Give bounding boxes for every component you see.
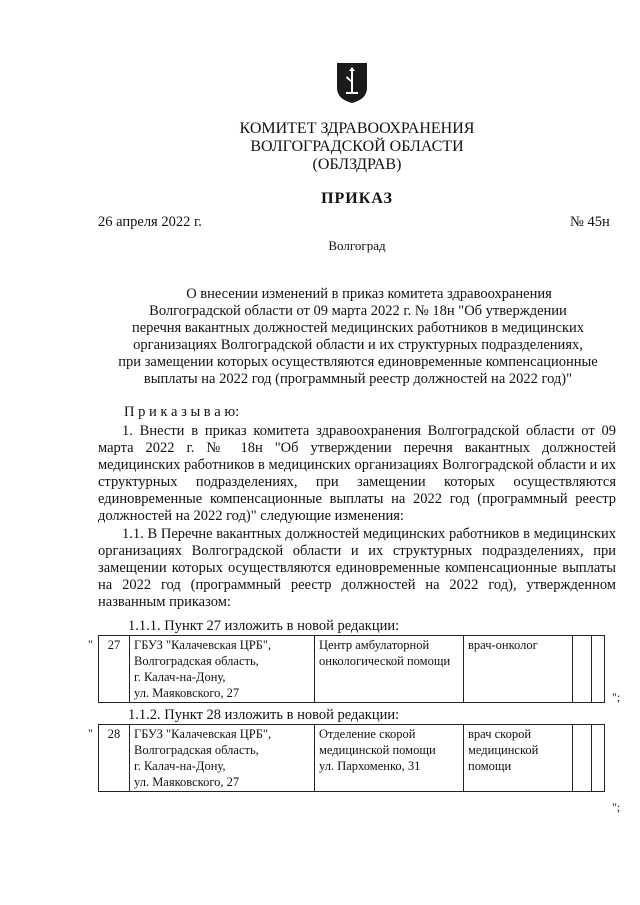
- dept-line: ул. Пархоменко, 31: [319, 759, 421, 773]
- order-date: 26 апреля 2022 г.: [98, 214, 202, 230]
- coat-of-arms-icon: [336, 62, 368, 104]
- org-line: г. Калач-на-Дону,: [134, 670, 226, 684]
- paragraph-1-1-1: 1.1.1. Пункт 27 изложить в новой редакции:: [128, 618, 400, 634]
- open-quote: ": [88, 725, 93, 740]
- cell-organization: [130, 636, 315, 703]
- org-line: Волгоградская область,: [134, 743, 259, 757]
- org-line: ул. Маяковского, 27: [134, 775, 240, 789]
- cell-organization: [130, 725, 315, 792]
- cell-number: 27: [99, 636, 130, 703]
- dept-line: онкологической помощи: [319, 654, 451, 668]
- table-row: [88, 725, 605, 792]
- position-line: помощи: [468, 759, 512, 773]
- open-quote: ": [88, 636, 93, 651]
- cell-department: [315, 725, 464, 792]
- cell-number: 28: [99, 725, 130, 792]
- paragraph-1: 1. Внести в приказ комитета здравоохранения Волгоградской области от 09 марта 2022 г. № 18н "Об утверждении перечня вакантных должностей медицинских работников в медицинских организациях Волгоградской области и их структурных подразделениях, при замещении которых осуществляются единовременные компенсационные выплаты на 2022 год (программный реестр должностей на 2022 год)" следующие изменения:: [98, 423, 616, 524]
- dept-line: Отделение скорой: [319, 727, 416, 741]
- org-line: ГБУЗ "Калачевская ЦРБ",: [134, 727, 272, 741]
- paragraph-1-1-2: 1.1.2. Пункт 28 изложить в новой редакции:: [128, 707, 400, 723]
- subject-line: Волгоградской области от 09 марта 2022 г. № 18н "Об утверждении: [149, 303, 567, 319]
- cell-department: [315, 636, 464, 703]
- subject-line: перечня вакантных должностей медицинских работников в медицинских: [131, 320, 585, 336]
- dept-line: медицинской помощи: [319, 743, 436, 757]
- paragraph-1-1: 1.1. В Перечне вакантных должностей медицинских работников в медицинских организациях Волгоградской области и их структурных подразделениях, при замещении которых осуществляются единовременные компенсационные выплаты на 2022 год (программный реестр должностей на 2022 год), утвержденном названным приказом:: [98, 526, 616, 610]
- org-line: ул. Маяковского, 27: [134, 686, 240, 700]
- decree-word: П р и к а з ы в а ю:: [124, 404, 240, 420]
- table-item-27: [88, 635, 624, 703]
- subject-line: О внесении изменений в приказ комитета здравоохранения: [186, 286, 552, 302]
- table-item-28: [88, 724, 624, 792]
- cell-position: [464, 725, 573, 792]
- committee-line-1: КОМИТЕТ ЗДРАВООХРАНЕНИЯ: [239, 120, 475, 137]
- cell-empty: [592, 725, 605, 792]
- cell-empty: [592, 636, 605, 703]
- subject-line: выплаты на 2022 год (программный реестр должностей на 2022 год)": [143, 371, 573, 387]
- org-line: ГБУЗ "Калачевская ЦРБ",: [134, 638, 272, 652]
- committee-line-3: (ОБЛЗДРАВ): [312, 156, 402, 173]
- cell-empty: [573, 725, 592, 792]
- order-title: ПРИКАЗ: [321, 190, 393, 207]
- table-row: [88, 636, 605, 703]
- org-line: Волгоградская область,: [134, 654, 259, 668]
- order-subject: [98, 286, 618, 388]
- cell-position: [464, 636, 573, 703]
- subject-line: организациях Волгоградской области и их структурных подразделениях,: [133, 337, 583, 353]
- position-line: врач скорой: [468, 727, 532, 741]
- order-city: Волгоград: [328, 238, 386, 253]
- committee-line-2: ВОЛГОГРАДСКОЙ ОБЛАСТИ: [250, 138, 464, 155]
- dept-line: Центр амбулаторной: [319, 638, 430, 652]
- cell-empty: [573, 636, 592, 703]
- close-quote: ";: [612, 690, 621, 704]
- subject-line: при замещении которых осуществляются единовременные компенсационные: [118, 354, 598, 370]
- position-line: медицинской: [468, 743, 539, 757]
- close-quote: ";: [612, 800, 621, 814]
- order-number: № 45н: [570, 214, 610, 230]
- position-line: врач-онколог: [468, 638, 538, 652]
- org-line: г. Калач-на-Дону,: [134, 759, 226, 773]
